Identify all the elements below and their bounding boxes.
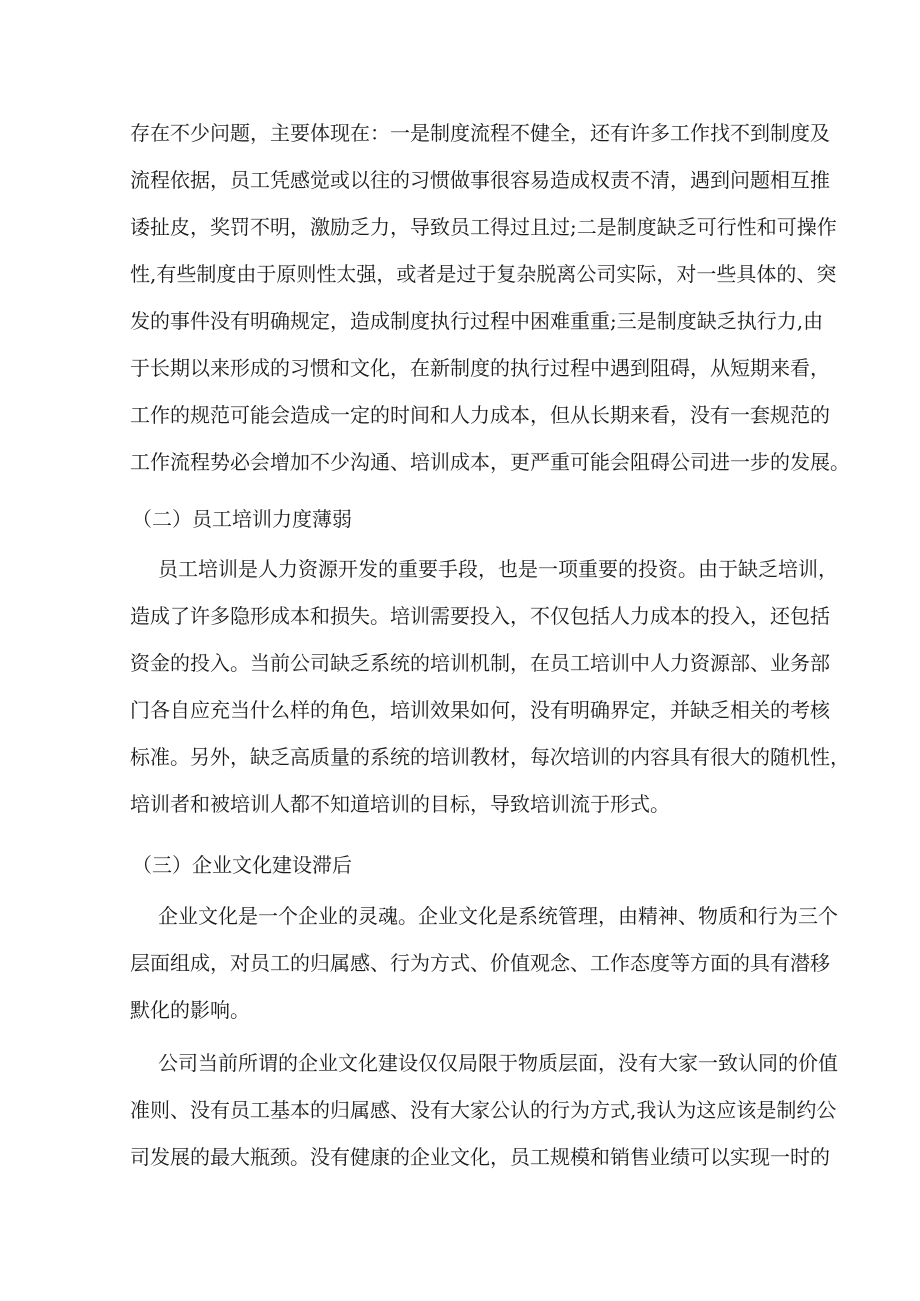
- paragraph-line: 员工培训是人力资源开发的重要手段，也是一项重要的投资。由于缺乏培训，: [158, 557, 838, 581]
- paragraph-line: 企业文化是一个企业的灵魂。企业文化是系统管理，由精神、物质和行为三个: [158, 904, 838, 928]
- paragraph-line: 培训者和被培训人都不知道培训的目标，导致培训流于形式。: [130, 792, 670, 816]
- paragraph-line: 准则、没有员工基本的归属感、没有大家公认的行为方式,我认为这应该是制约公: [130, 1098, 837, 1122]
- paragraph-line: 层面组成，对员工的归属感、行为方式、价值观念、工作态度等方面的具有潜移: [130, 951, 830, 975]
- paragraph-line: 于长期以来形成的习惯和文化，在新制度的执行过程中遇到阻碍，从短期来看，: [130, 356, 830, 380]
- paragraph-line: 工作流程势必会增加不少沟通、培训成本，更严重可能会阻碍公司进一步的发展。: [130, 450, 850, 474]
- section-heading: （三）企业文化建设滞后: [132, 853, 352, 877]
- paragraph-line: 默化的影响。: [130, 998, 250, 1022]
- paragraph-line: 发的事件没有明确规定，造成制度执行过程中困难重重;三是制度缺乏执行力,由: [130, 309, 824, 333]
- paragraph-line: 公司当前所谓的企业文化建设仅仅局限于物质层面，没有大家一致认同的价值: [158, 1051, 838, 1075]
- paragraph-line: 造成了许多隐形成本和损失。培训需要投入，不仅包括人力成本的投入，还包括: [130, 604, 830, 628]
- paragraph-line: 资金的投入。当前公司缺乏系统的培训机制，在员工培训中人力资源部、业务部: [130, 651, 830, 675]
- paragraph-line: 诿扯皮，奖罚不明，激励乏力，导致员工得过且过;二是制度缺乏可行性和可操作: [130, 215, 837, 239]
- section-heading: （二）员工培训力度薄弱: [132, 507, 352, 531]
- paragraph-line: 存在不少问题，主要体现在：一是制度流程不健全，还有许多工作找不到制度及: [130, 121, 830, 145]
- paragraph-line: 流程依据，员工凭感觉或以往的习惯做事很容易造成权责不清，遇到问题相互推: [130, 168, 830, 192]
- paragraph-line: 工作的规范可能会造成一定的时间和人力成本，但从长期来看，没有一套规范的: [130, 403, 830, 427]
- paragraph-line: 门各自应充当什么样的角色，培训效果如何，没有明确界定，并缺乏相关的考核: [130, 698, 830, 722]
- paragraph-line: 司发展的最大瓶颈。没有健康的企业文化，员工规模和销售业绩可以实现一时的: [130, 1145, 830, 1169]
- paragraph-line: 标准。另外，缺乏高质量的系统的培训教材，每次培训的内容具有很大的随机性，: [130, 745, 850, 769]
- paragraph-line: 性,有些制度由于原则性太强，或者是过于复杂脱离公司实际，对一些具体的、突: [130, 262, 837, 286]
